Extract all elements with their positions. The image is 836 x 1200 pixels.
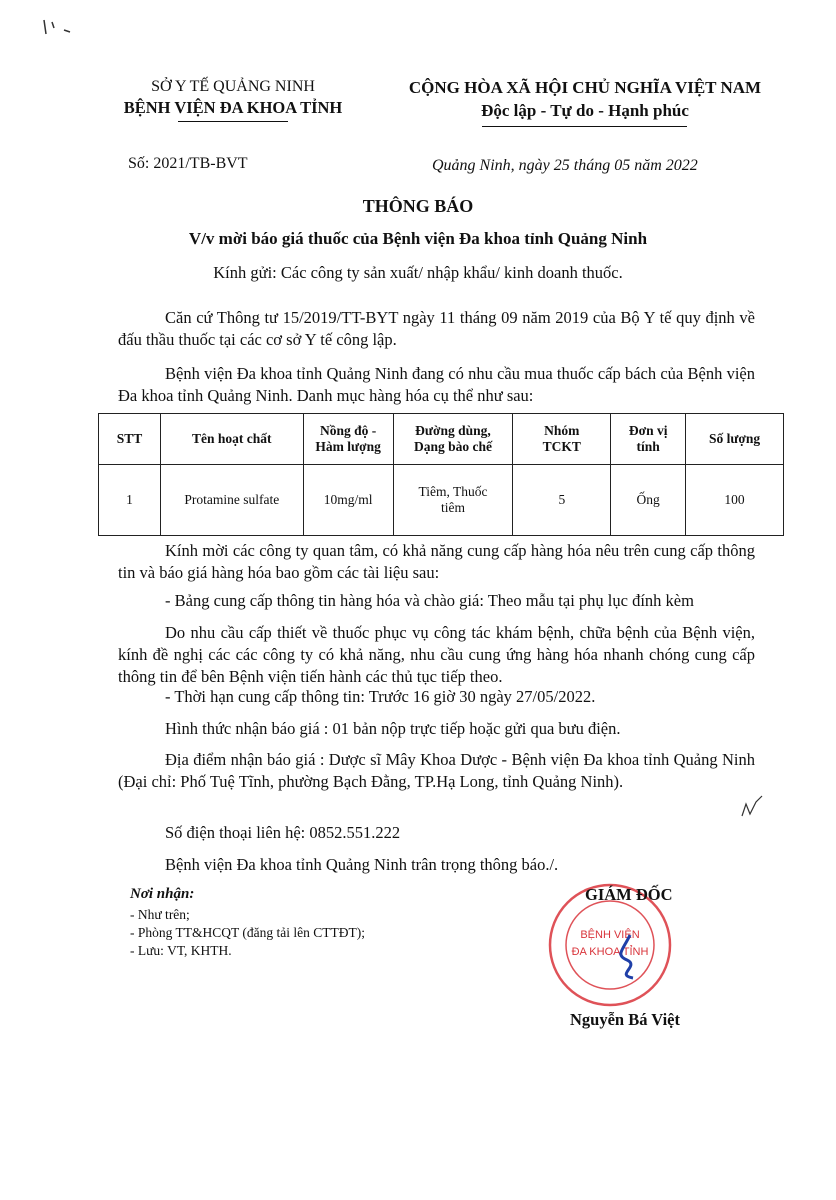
paragraph-phone: Số điện thoại liên hệ: 0852.551.222 [165, 823, 401, 842]
issuer-hospital: BỆNH VIỆN ĐA KHOA TỈNH [123, 98, 343, 117]
national-motto: Độc lập - Tự do - Hạnh phúc [481, 101, 689, 120]
recipients-title: Nơi nhận: [130, 886, 195, 902]
cell-group: 5 [513, 465, 611, 536]
signatory-title: GIÁM ĐỐC [585, 885, 673, 904]
header-route: Đường dùng, Dạng bào chế [393, 414, 513, 465]
table-row [99, 465, 784, 536]
cell-quantity: 100 [686, 465, 784, 536]
initial-mark-icon [738, 792, 768, 822]
paragraph-closing: Bệnh viện Đa khoa tỉnh Quảng Ninh trân trọng thông báo./. [165, 855, 559, 874]
corner-mark-icon [40, 14, 90, 40]
national-title: CỘNG HÒA XÃ HỘI CHỦ NGHĨA VIỆT NAM [408, 78, 762, 97]
cell-concentration: 10mg/ml [303, 465, 393, 536]
place-date: Quảng Ninh, ngày 25 tháng 05 năm 2022 [432, 157, 698, 174]
cell-name: Protamine sulfate [160, 465, 303, 536]
recipient-item: - Như trên; [130, 907, 190, 922]
table-header-row [99, 414, 784, 465]
header-group: Nhóm TCKT [513, 414, 611, 465]
issuer-department: SỞ Y TẾ QUẢNG NINH [151, 78, 315, 95]
paragraph-legal-basis: Căn cứ Thông tư 15/2019/TT-BYT ngày 11 tháng 09 năm 2019 của Bộ Y tế quy định về đấu thầu thuốc tại các cơ sở Y tế công lập. [118, 308, 755, 349]
cell-stt: 1 [99, 465, 161, 536]
document-number: Số: 2021/TB-BVT [128, 155, 248, 172]
issuer-underline [178, 121, 288, 122]
recipient-item: - Lưu: VT, KHTH. [130, 943, 232, 958]
signatory-name: Nguyễn Bá Việt [570, 1010, 681, 1029]
paragraph-documents: - Bảng cung cấp thông tin hàng hóa và chào giá: Theo mẫu tại phụ lục đính kèm [165, 591, 694, 610]
goods-table [98, 413, 784, 536]
paragraph-submission: Hình thức nhận báo giá : 01 bản nộp trực tiếp hoặc gửi qua bưu điện. [165, 719, 621, 738]
paragraph-urgency: Do nhu cầu cấp thiết về thuốc phục vụ công tác khám bệnh, chữa bệnh của Bệnh viện, kính đề nghị các các công ty có khả năng, nhu cầu cung ứng hàng hóa nhanh chóng cung cấp thông tin để bên Bệnh viện tiến hành các thủ tục tiếp theo. [118, 623, 755, 686]
header-quantity: Số lượng [686, 414, 784, 465]
cell-route: Tiêm, Thuốc tiêm [393, 465, 513, 536]
recipient-item: - Phòng TT&HCQT (đăng tải lên CTTĐT); [130, 925, 365, 940]
header-concentration: Nồng độ - Hàm lượng [303, 414, 393, 465]
motto-underline [482, 126, 687, 127]
paragraph-address: Địa điểm nhận báo giá : Dược sĩ Mây Khoa Dược - Bệnh viện Đa khoa tỉnh Quảng Ninh (Đại chỉ: Phố Tuệ Tĩnh, phường Bạch Đằng, TP.Hạ Long, tỉnh Quảng Ninh). [118, 750, 755, 791]
stamp-line2: ĐA KHOA TỈNH [571, 946, 649, 958]
document-title: THÔNG BÁO [362, 196, 474, 216]
stamp-line1: BỆNH VIỆN [580, 929, 640, 941]
paragraph-deadline: - Thời hạn cung cấp thông tin: Trước 16 giờ 30 ngày 27/05/2022. [165, 687, 596, 706]
header-name: Tên hoạt chất [160, 414, 303, 465]
paragraph-invitation: Kính mời các công ty quan tâm, có khả năng cung cấp hàng hóa nêu trên cung cấp thông tin và báo giá hàng hóa bao gồm các tài liệu sau: [118, 541, 755, 582]
header-unit: Đơn vị tính [611, 414, 686, 465]
recipients-line: Kính gửi: Các công ty sản xuất/ nhập khẩu/ kinh doanh thuốc. [213, 263, 623, 282]
document-subject: V/v mời báo giá thuốc của Bệnh viện Đa khoa tỉnh Quảng Ninh [188, 229, 648, 248]
cell-unit: Ống [611, 465, 686, 536]
paragraph-need: Bệnh viện Đa khoa tỉnh Quảng Ninh đang có nhu cầu mua thuốc cấp bách của Bệnh viện Đa khoa tỉnh Quảng Ninh. Danh mục hàng hóa cụ thể như sau: [118, 364, 755, 405]
header-stt: STT [99, 414, 161, 465]
